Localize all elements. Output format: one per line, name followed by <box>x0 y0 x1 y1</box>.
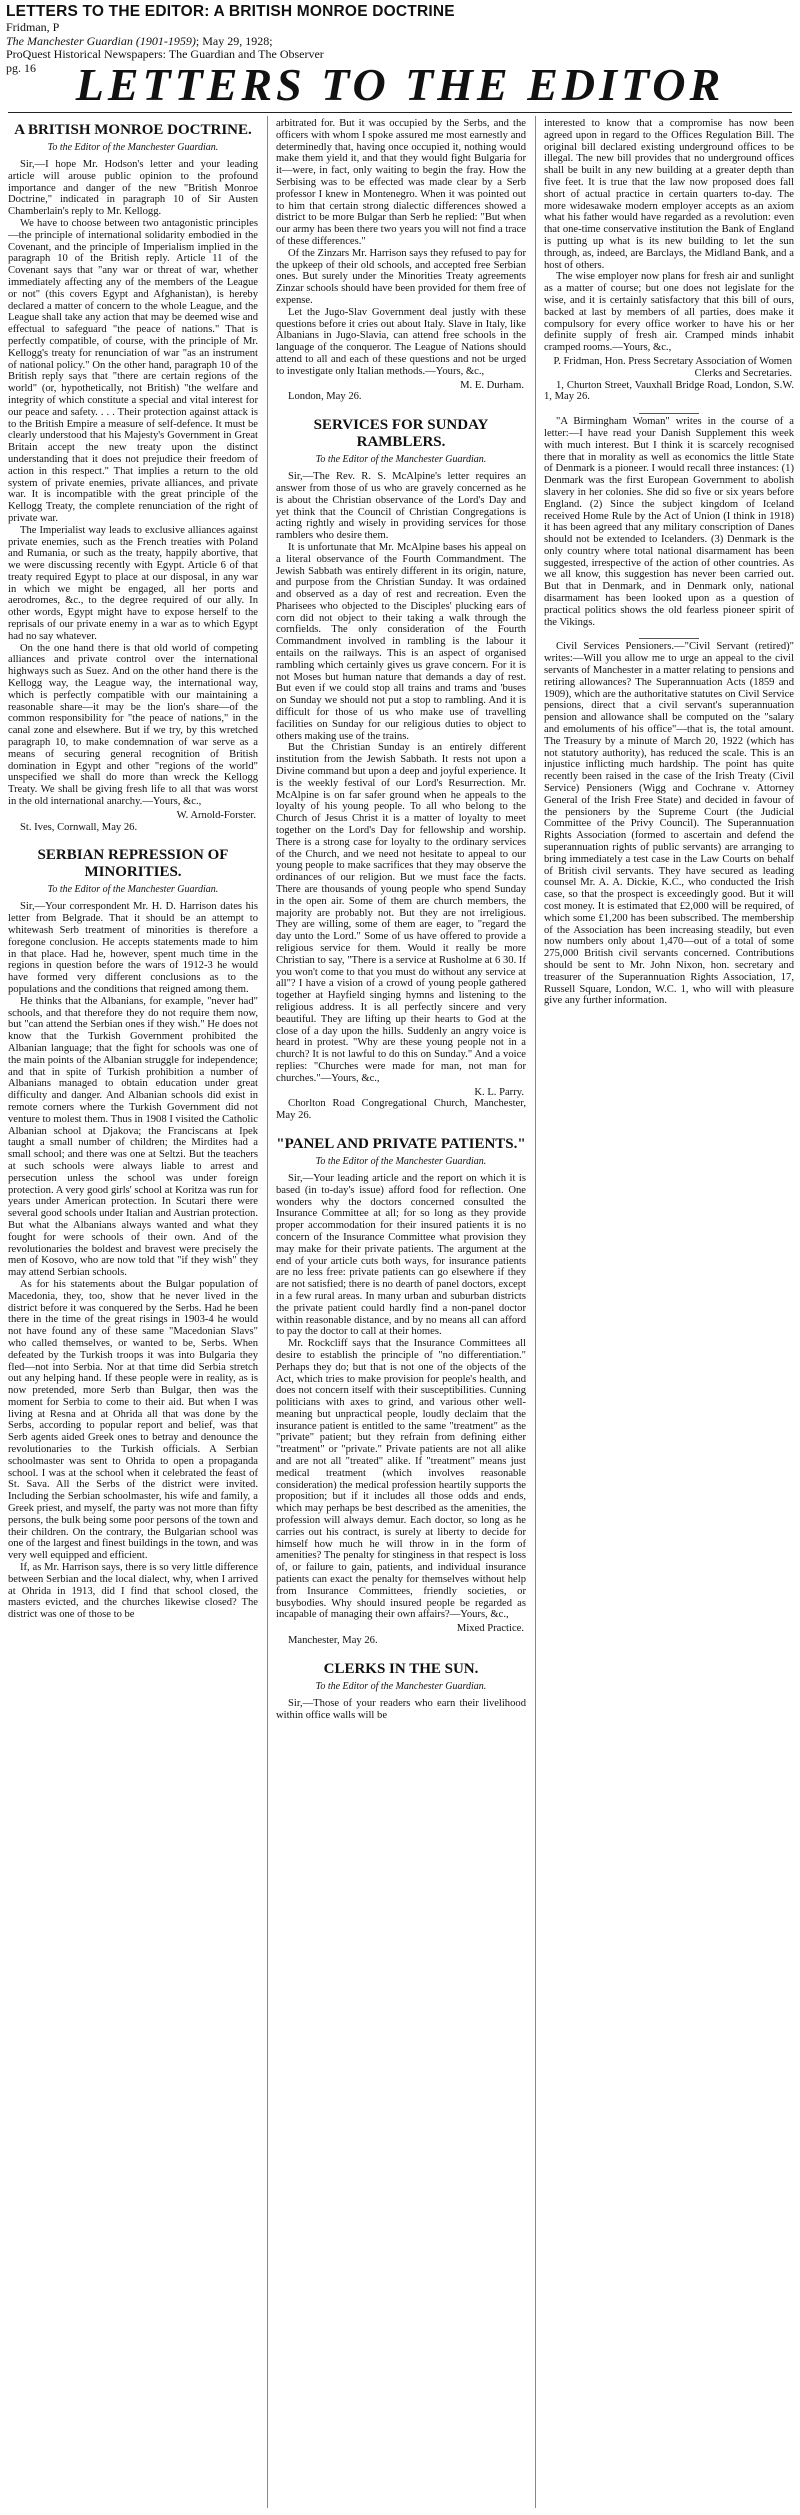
letter-article <box>276 1661 526 1722</box>
signature: K. L. Parry. <box>474 1086 524 1098</box>
signature: W. Arnold-Forster. <box>176 809 256 821</box>
paragraph: Sir,—I hope Mr. Hodson's letter and your leading article will arouse public opinion to the profound importance and danger of the new "British Monroe Doctrine," indicated in paragraph 10 of Sir Austen Chamberlain's reply to Mr. Kellogg. <box>8 159 258 218</box>
letter-article <box>544 413 794 628</box>
article-heading: A BRITISH MONROE DOCTRINE. <box>14 122 252 138</box>
paragraph: If, as Mr. Harrison says, there is so very little difference between Serbian and the local dialect, why, when I arrived at Ohrida in 1913, did I find that school closed, the masters evicted, and the churches likewise closed? The district was one of those to be <box>8 1562 258 1621</box>
paragraph: Sir,—The Rev. R. S. McAlpine's letter requires an answer from those of us who are gravely concerned as he is about the Christian observance of the Lord's Day and yet think that the Council of Christian Congregations is acting rightly and wisely in providing services for those ramblers who desire them. <box>276 471 526 542</box>
column-1 <box>8 118 258 2508</box>
paragraph: Sir,—Your correspondent Mr. H. D. Harrison dates his letter from Belgrade. That it should be an attempt to whitewash Serb treatment of minorities is therefore a foregone conclusion. He accepts statements made to him in that place. Had he, however, spent much time in the regions in question before the wars of 1912-3 he would have formed very different conclusions as to the populations and the conditions that reigned among them. <box>8 901 258 995</box>
article-heading: SERBIAN REPRESSION OF MINORITIES. <box>37 847 229 881</box>
article-subheading: To the Editor of the Manchester Guardian. <box>315 1680 487 1692</box>
column-divider <box>535 116 536 2508</box>
dateline: London, May 26. <box>288 391 362 403</box>
paragraph: Mr. Rockcliff says that the Insurance Committees all desire to establish the principle of "no differentiation." Perhaps they do; but that is not one of the objects of the Act, which tries to make provision for people's health, and does not concern itself with their susceptibilities. Cunning politicians with axes to grind, and various other well-meaning but unpractical people, loudly declaim that the insurance patient is entitled to the same "treatment" as the "private" patient; but they refrain from defining either "treatment" or "private." Private patients are not all alike and are not all "treated" alike. If "treatment" means just medical treatment (which involves reasonable consideration) the medical profession heartily supports the proposition; but if it includes all those odds and ends, which may perhaps be best described as the amenities, the profession will always demur. Each doctor, so long as he carries out his contract, is surely at liberty to decide for himself how much he will throw in in the form of amenities? The penalty for stinginess in that respect is loss of, or failure to gain, patients, and individual insurance patients can exact the penalty for themselves without help from Insurance Committees, friendly societies, or busybodies. Why should insured people be regarded as incapable of managing their own affairs?—Yours, &c., <box>276 1338 526 1621</box>
section-banner: LETTERS TO THE EDITOR <box>75 59 725 110</box>
letter-article <box>8 847 258 1621</box>
article-body <box>544 416 794 628</box>
letter-article <box>8 122 258 833</box>
article-body <box>276 1173 526 1647</box>
section-rule <box>639 638 699 639</box>
article-heading: SERVICES FOR SUNDAY RAMBLERS. <box>313 417 489 451</box>
publication-line <box>6 35 786 49</box>
column-divider <box>267 116 268 2508</box>
article-heading: CLERKS IN THE SUN. <box>323 1660 479 1677</box>
database-name: ProQuest Historical Newspapers: The Guardian and The Observer <box>6 47 324 61</box>
paragraph: Let the Jugo-Slav Government deal justly with these questions before it cries out about Italy. Slave in Italy, like Albanians in Jugo-Slavia, can attend free schools in the language of the conqueror. The League of Nations should attend to all and each of these questions and not be urged to investigate only Italian methods.—Yours, &c., <box>276 306 526 377</box>
article-subheading: To the Editor of the Manchester Guardian. <box>315 1155 487 1167</box>
paragraph: The wise employer now plans for fresh air and sunlight as a matter of course; but one does not legislate for the wise, and it is certainly satisfactory that this bill of ours, backed at last by members of all parties, does make it compulsory for every office worker to have his or her definite supply of fresh air. Cramped minds inhabit cramped rooms.—Yours, &c., <box>544 271 794 354</box>
paragraph: But the Christian Sunday is an entirely different institution from the Jewish Sabbath. It rests not upon a Divine command but upon a deep and joyful experience. It is the weekly festival of our Lord's Resurrection. Mr. McAlpine is on far safer ground when he appeals to the loyalty of his young people. To all who belong to the Church of Jesus Christ it is a matter of loyalty to meet together on the Lord's Day for fellowship and worship. There is a strong case for loyalty to the ordinary services of the Church, and we need not hesitate to appeal to our young people to make sacrifices that they may observe the ordinances of our religion. But we must face the facts. There are thousands of young people who spend Sunday in the open air. Some of them are church members, the majority are probably not. But they are not irreligious. They are willing, some of them are eager, to "regard the day unto the Lord." Some of us have offered to provide a religious service for them. Would it really be more Christian to say, "There is a service at Rusholme at 6 30. If you won't come to that you must do without any service at all"? I have a vision of a crowd of young people gathered together at Hayfield singing hymns and listening to the religious address. It is all perfectly sincere and very beautiful. They are lifting up their hearts to God at the close of a day upon the hills. Suddenly an angry voice is heard in protest. "Why are these young people not in a church? It is not lawful to do this on Sunday." And a voice replies: "Churches were made for man, not man for churches."—Yours, &c., <box>276 742 526 1084</box>
paragraph: arbitrated for. But it was occupied by the Serbs, and the officers with whom I spoke assured me most earnestly and determinedly that, having once occupied it, nothing would make them yield it, and that they would fight Bulgaria for it—were, in fact, only waiting to begin the fray. How the Serbising was to be effected was made clear by a Serb professor I knew in Montenegro. When it was pointed out to him that certain strong dialectic differences showed a district to be more Bulgar than Serb he replied: "But when our army has been there two years you will not find a trace of these differences." <box>276 118 526 247</box>
publication-date: ; May 29, 1928; <box>195 33 273 48</box>
paragraph: Sir,—Your leading article and the report on which it is based (in to-day's issue) afford food for reflection. One wonders why the doctors concerned consulted the Insurance Committee at all; for so long as they provide proper accommodation for their insured patients it is no concern of the Insurance Committee what provision they may make for their private patients. The argument at the end of your article cuts both ways, for insurance patients are no less free: private patients can go elsewhere if they are not satisfied; there is no dearth of panel doctors, except in a few rural areas. In many urban and suburban districts the private patient could hardly find a non-panel doctor within reasonable distance, and by no means all can afford to pay the doctor to call at their homes. <box>276 1172 526 1338</box>
paragraph: On the one hand there is that old world of competing alliances and private control over the international highways such as Suez. And on the other hand there is the Kellogg way, the League way, the international way, which is perfectly compatible with our maintaining a reasonable share—it may be the lion's share—of the common responsibility for "the peace of nations," in the canal zone and elsewhere. But if we try, by this wretched paragraph 10, to make condemnation of war serve as a means of securing general recognition of British domination in Egypt and other "regions of the world" unspecified we shall do more than wreck the Kellogg Treaty. We shall be giving fresh life to all that was worst in the old international anarchy.—Yours, &c., <box>8 642 258 808</box>
paragraph: Civil Services Pensioners.—"Civil Servant (retired)" writes:—Will you allow me to urge an appeal to the civil servants of Manchester in a matter relating to pensions and retiring allowances? The Superannuation Acts (1859 and 1909), which are the authoritative statutes on Civil Service pensions, direct that a civil servant's superannuation pension and allowance shall be computed on the "salary and emoluments of his office"—that is, the total amount. The Treasury by a minute of March 20, 1922 (which has not statutory authority), has reduced the scale. This is an injustice inflicting much hardship. The point has quite recently been raised in the case of the Irish Treaty (Civil Service) Pensioners (Wigg and Cochrane v. Attorney General of the Irish Free State) and decided in favour of the pensioners by the Supreme Court (the Judicial Committee of the Privy Council). The Superannuation Rights Association (formed to ascertain and defend the superannuation rights of public servants) are arranging to bring immediately a test case in the Law Courts on behalf of British civil servants. They have secured as leading counsel Mr. A. A. Dickie, K.C., who conducted the Irish case, so that the prospect is exceedingly good. But it will cost money. It is estimated that £2,000 will be required, of which some £1,200 has been subscribed. The membership of the Association has been increasing steadily, but even now numbers only about 1,470—out of a total of some 275,000 British civil servants concerned. Contributions should be sent to Mr. John Nixon, hon. secretary and treasurer of the Superannuation Rights Association, 17, Russell Square, London, W.C. 1, who will with pleasure give any further information. <box>544 641 794 1007</box>
article-body <box>8 901 258 1621</box>
page-number: pg. 16 <box>6 60 36 75</box>
paragraph: interested to know that a compromise has now been agreed upon in regard to the Offices Regulation Bill. The original bill declared existing underground offices to be illegal. The new bill provides that no underground offices shall be built in any new building at a greater depth than five feet. It is true that the law now proposed does fall short of actual practice in certain quarters to-day. The more widesawake modern employer accepts as an axiom what his father would have regarded as a revolution: even that one-time conservative institution the Bank of England is putting up what is its new building to let the sun through, as, indeed, are Barclays, the Midland Bank, and a host of others. <box>544 118 794 271</box>
section-rule <box>639 413 699 414</box>
letter-article <box>276 118 526 403</box>
dateline: Chorlton Road Congregational Church, Manchester, May 26. <box>276 1098 526 1122</box>
paragraph: Sir,—Those of your readers who earn their livelihood within office walls will be <box>276 1697 526 1721</box>
dateline: Manchester, May 26. <box>288 1635 378 1647</box>
column-2 <box>276 118 526 2508</box>
dateline: 1, Churton Street, Vauxhall Bridge Road, London, S.W. 1, May 26. <box>544 379 794 403</box>
paragraph: He thinks that the Albanians, for example, "never had" schools, and that therefore they do not require them now, but "can attend the Serbian ones if they wish." He does not know that the Turkish Government prohibited the Albanian language; that the fight for schools was one of the main points of the Albanian struggle for independence; and that in spite of Turkish prohibition a number of Albanians managed to obtain education under great difficulty and danger. And Albanian schools did exist in remote corners where the Turkish Government did not venture to molest them. Thus in 1908 I visited the Catholic Albanian school at Djakova; the Franciscans at Ipek taught a small number of children; the Mirdites had a small school; and there was one at Seltzi. But the teachers at such schools were always liable to arrest and persecution unless the school was under foreign protection. A very good girls' school at Koritza was run for years under American protection. In Scutari there were several good schools under Italian and Austrian protection. But what the Albanians always wanted and what they fought for were schools of their own. And of the revolutionaries the boldest and bravest were precisely the men of Kosovo, who are now told that "if they wish" they may attend Serbian schools. <box>8 995 258 1279</box>
signature: P. Fridman, Hon. Press Secretary Association of Women Clerks and Secretaries. <box>553 355 792 379</box>
article-title: LETTERS TO THE EDITOR: A BRITISH MONROE DOCTRINE <box>6 3 455 20</box>
letter-article <box>276 417 526 1122</box>
paragraph: It is unfortunate that Mr. McAlpine bases his appeal on a literal observance of the Fourth Commandment. The Jewish Sabbath was entirely different in its origin, nature, and purpose from the Christian Sunday. It was ordained and observed as a day of rest and recreation. Even the Pharisees who objected to the Disciples' plucking ears of corn did not object to their taking a walk through the cornfields. The only consideration of the Fourth Commandment involved in rambling is the labour it entails on the railways. This is an aspect of organised rambling which certainly gives us grave concern. For it is not Moses but human nature that demands a day of rest. But even if we could stop all trains and trams and 'buses on Sunday we should not put a stop to rambling. And it is difficult for those of us who make use of travelling facilities on Sunday for our religious duties to object to others making use of the trains. <box>276 541 526 742</box>
letter-article <box>276 1136 526 1647</box>
publication-name: The Manchester Guardian (1901-1959) <box>6 33 196 48</box>
paragraph: We have to choose between two antagonistic principles—the principle of international solidarity embodied in the Covenant, and the principle of Imperialism implied in the paragraph 10 of the British reply. Article 11 of the Covenant says that "any war or threat of war, whether immediately affecting any of the members of the League or not" (this covers Egypt and Afghanistan), is hereby declared a matter of concern to the whole League, and the League shall take any action that may be deemed wise and effectual to safeguard "the peace of nations." That is perfectly compatible, of course, with the principle of Mr. Kellogg's treaty for renunciation of war "as an instrument of national policy." On the other hand, paragraph 10 of the British reply says that "there are certain regions of the world" (or, hypothetically, not British) "the welfare and integrity of which constitute a special and vital interest for our peace and safety. . . . Their protection against attack is to the British Empire a measure of self-defence. It must be clearly understood that his Majesty's Government in Great Britain accept the new treaty upon the distinct understanding that it does not prejudice their freedom of action in this respect." That implies a return to the old system of private enemies, private alliances, and private war. It is incompatible with the great principle of the Kellogg Treaty, the complete renunciation of the right of private war. <box>8 217 258 524</box>
letter-article <box>544 118 794 403</box>
article-body <box>276 1698 526 1722</box>
article-subheading: To the Editor of the Manchester Guardian. <box>315 454 487 466</box>
dateline: St. Ives, Cornwall, May 26. <box>20 821 138 833</box>
paragraph: "A Birmingham Woman" writes in the course of a letter:—I have read your Danish Supplement this week with much interest. But I think it is scarcely recognised there that in morality as well as economics the little State of Denmark is a pioneer. I would recall three instances: (1) Denmark was the first European Government to abolish slavery in her colonies. She did so five or six years before England. (2) Since the subject kingdom of Iceland received Home Rule by the Act of Union (I think in 1918) it has been agreed that any military conscription of Danes should not be extended to Icelanders. (3) Denmark is the only country where total national disarmament has been suggested, irrespective of the action of other countries. As we all know, this suggestion has never been carried out. But that in Denmark, and in Denmark only, national disarmament has been looked upon as a question of practical politics shows the old fearless pioneer spirit of the Vikings. <box>544 416 794 628</box>
article-subheading: To the Editor of the Manchester Guardian. <box>47 884 219 896</box>
article-body <box>544 641 794 1007</box>
paragraph: The Imperialist way leads to exclusive alliances against private enemies, such as the French treaties with Poland and Rumania, or such as the treaty, happily abortive, that we were discussing recently with Egypt. Article 6 of that treaty required Egypt to place at our disposal, in any war in which we might be engaged, all her ports and aerodromes, &c., to the degree required of our ally. In other words, Egypt might have to expose herself to the reprisals of our private enemy in a war as to which Egypt had no say whatever. <box>8 524 258 642</box>
article-body <box>276 471 526 1122</box>
article-body <box>276 118 526 403</box>
signature: M. E. Durham. <box>460 379 524 391</box>
paragraph: Of the Zinzars Mr. Harrison says they refused to pay for the upkeep of their old schools, and accepted free Serbian ones. But surely under the Minorities Treaty agreements Zinzar schools should have been provided for them free of expense. <box>276 247 526 306</box>
column-3 <box>544 118 794 2508</box>
article-subheading: To the Editor of the Manchester Guardian. <box>47 142 219 153</box>
letter-article <box>544 638 794 1007</box>
author: Fridman, P <box>6 20 60 34</box>
article-body <box>544 118 794 403</box>
article-body <box>8 159 258 833</box>
article-heading: "PANEL AND PRIVATE PATIENTS." <box>276 1135 526 1152</box>
paragraph: As for his statements about the Bulgar population of Macedonia, they, too, show that he never lived in the district before it was conquered by the Serbs. Had he been there in the time of the great risings in 1903-4 he would not have found any of these same "Macedonian Slavs" who called themselves, or wanted to be, Serbs. When defeated by the Turkish troops it was into Bulgaria they fled—not into Serbia. Nor at that time did Serbia stretch out any helping hand. If these people were in reality, as is now pretended, more Serb than Bulgar, then was the moment for Serbia to come to their aid. But when I was living at Resna and at Ohrida all that was done by the Serbs, according to popular report and belief, was that Serb agents aided Greek ones to betray and denounce the revolutionaries to the Turkish officials. A Serbian schoolmaster was sent to Ohrida to open a propaganda school. I was at the school when it celebrated the feast of St. Sava. All the Serbs of the district were invited. Including the Serbian schoolmaster, his wife and family, a Greek priest, and myself, the party was not more than fifty persons, the bulk being some poor persons of the town and their children. On the contrary, the Bulgarian school was one of the largest and finest buildings in the town, and was very well equipped and efficient. <box>8 1278 258 1562</box>
signature: Mixed Practice. <box>456 1623 524 1635</box>
banner-rule <box>8 112 792 113</box>
